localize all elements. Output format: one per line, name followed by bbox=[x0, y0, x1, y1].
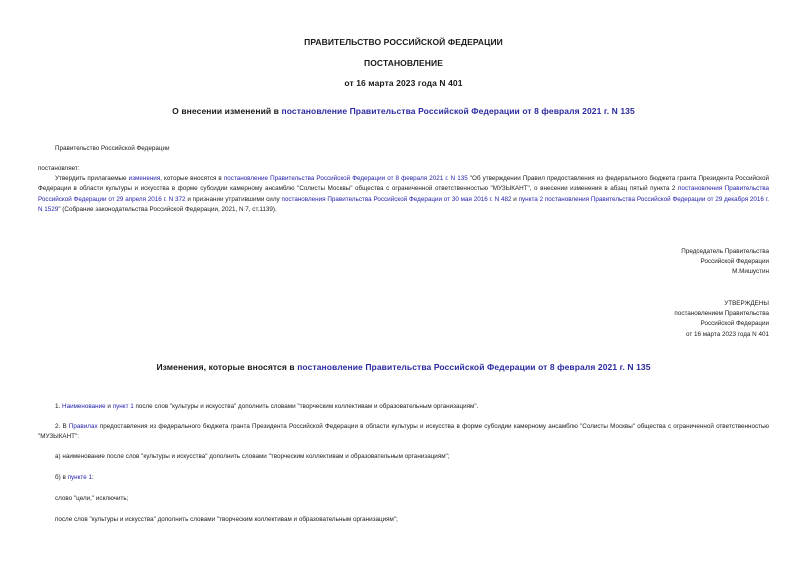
name-link[interactable]: Наименование bbox=[62, 403, 106, 410]
approval-line-3: Российской Федерации bbox=[700, 320, 769, 328]
signature-line-3: М.Мишустин bbox=[732, 268, 769, 276]
item-1-number: 1. bbox=[55, 403, 63, 410]
item-1 bbox=[55, 402, 478, 412]
changes-title bbox=[0, 362, 807, 372]
item-2-number: 2. В bbox=[55, 423, 69, 430]
title-link[interactable]: постановление Правительства Российской Федерации от 8 февраля 2021 г. N 135 bbox=[281, 106, 635, 116]
issuer: Правительство Российской Федерации bbox=[55, 145, 170, 152]
item-b-suffix: : bbox=[92, 474, 94, 481]
p1-text-c: "Об утверждении Правил предоставления из федерального бюджета гранта Президента Российской Федерации в области культуры и искусства в форме субсидии камерному ансамблю "Солисты Москвы" общества с ограниченной ответственностью "МУЗЫКАНТ", о внесении изменения в абзац пятый пункта 2 bbox=[38, 175, 770, 193]
approval-line-2: постановлением Правительства bbox=[674, 310, 769, 318]
document-type: ПОСТАНОВЛЕНИЕ bbox=[364, 58, 443, 68]
resolves-word: постановляет: bbox=[38, 165, 80, 172]
resolution-372-link[interactable]: постановления Правительства Российской Федерации от 29 апреля 2016 г. N 372 bbox=[38, 185, 769, 203]
signature-line-1: Председатель Правительства bbox=[681, 248, 769, 255]
resolution-135-link[interactable]: постановление Правительства Российской Федерации от 8 февраля 2021 г. N 135 bbox=[223, 175, 468, 182]
approval-block bbox=[674, 299, 769, 340]
point-1-in-rules-link[interactable]: пункте 1 bbox=[67, 474, 92, 481]
p1-text-a: Утвердить прилагаемые bbox=[55, 175, 129, 182]
point-1-link[interactable]: пункт 1 bbox=[112, 403, 134, 410]
item-2 bbox=[38, 422, 769, 443]
intro-paragraph bbox=[38, 174, 769, 216]
p1-text-f: " (Собрание законодательства Российской Федерации, 2021, N 7, ст.1139). bbox=[58, 206, 277, 214]
approval-line-1: УТВЕРЖДЕНЫ bbox=[724, 300, 769, 307]
item-b bbox=[55, 473, 94, 483]
rules-link[interactable]: Правилах bbox=[68, 423, 98, 430]
title-prefix: О внесении изменений в bbox=[172, 106, 282, 116]
government-name: ПРАВИТЕЛЬСТВО РОССИЙСКОЙ ФЕДЕРАЦИИ bbox=[304, 37, 503, 47]
signature-line-2: Российской Федерации bbox=[700, 258, 769, 266]
approval-line-4: от 16 марта 2023 года N 401 bbox=[685, 330, 769, 338]
item-1-text-c: после слов "культуры и искусства" дополнить словами "творческим коллективам и образовательным организациям". bbox=[133, 403, 479, 410]
item-1-text-b: и bbox=[105, 403, 113, 410]
signature-block bbox=[681, 247, 769, 278]
item-a: а) наименование после слов "культуры и искусства" дополнить словами "творческим коллективам и образовательным организациям"; bbox=[55, 453, 450, 460]
p1-text-e: и bbox=[511, 195, 519, 203]
changes-title-link[interactable]: постановление Правительства Российской Федерации от 8 февраля 2021 г. N 135 bbox=[297, 362, 651, 372]
item-b-prefix: б) в bbox=[55, 474, 68, 481]
item-after-words: после слов "культуры и искусства" дополнить словами "творческим коллективам и образовательным организациям"; bbox=[55, 516, 398, 523]
p1-text-b: , которые вносятся в bbox=[160, 175, 224, 182]
resolution-482-link[interactable]: постановления Правительства Российской Федерации от 30 мая 2016 г. N 482 bbox=[281, 195, 512, 203]
document-title bbox=[0, 106, 807, 116]
changes-link[interactable]: изменения bbox=[128, 175, 161, 182]
resolution-1529-link[interactable]: пункта 2 постановления Правительства Российской Федерации от 29 декабря 2016 г. N 1529 bbox=[38, 195, 769, 214]
changes-title-prefix: Изменения, которые вносятся в bbox=[156, 362, 298, 372]
document-date-number: от 16 марта 2023 года N 401 bbox=[344, 78, 463, 88]
p1-text-d: и признании утратившими силу bbox=[185, 195, 282, 203]
item-word-remove: слово "цели," исключить; bbox=[55, 495, 129, 502]
item-2-text: предоставления из федерального бюджета гранта Президента Российской Федерации в области культуры и искусства в форме субсидии камерному ансамблю "Солисты Москвы" общества с ограниченной ответственностью "МУЗЫКАНТ": bbox=[38, 423, 769, 441]
